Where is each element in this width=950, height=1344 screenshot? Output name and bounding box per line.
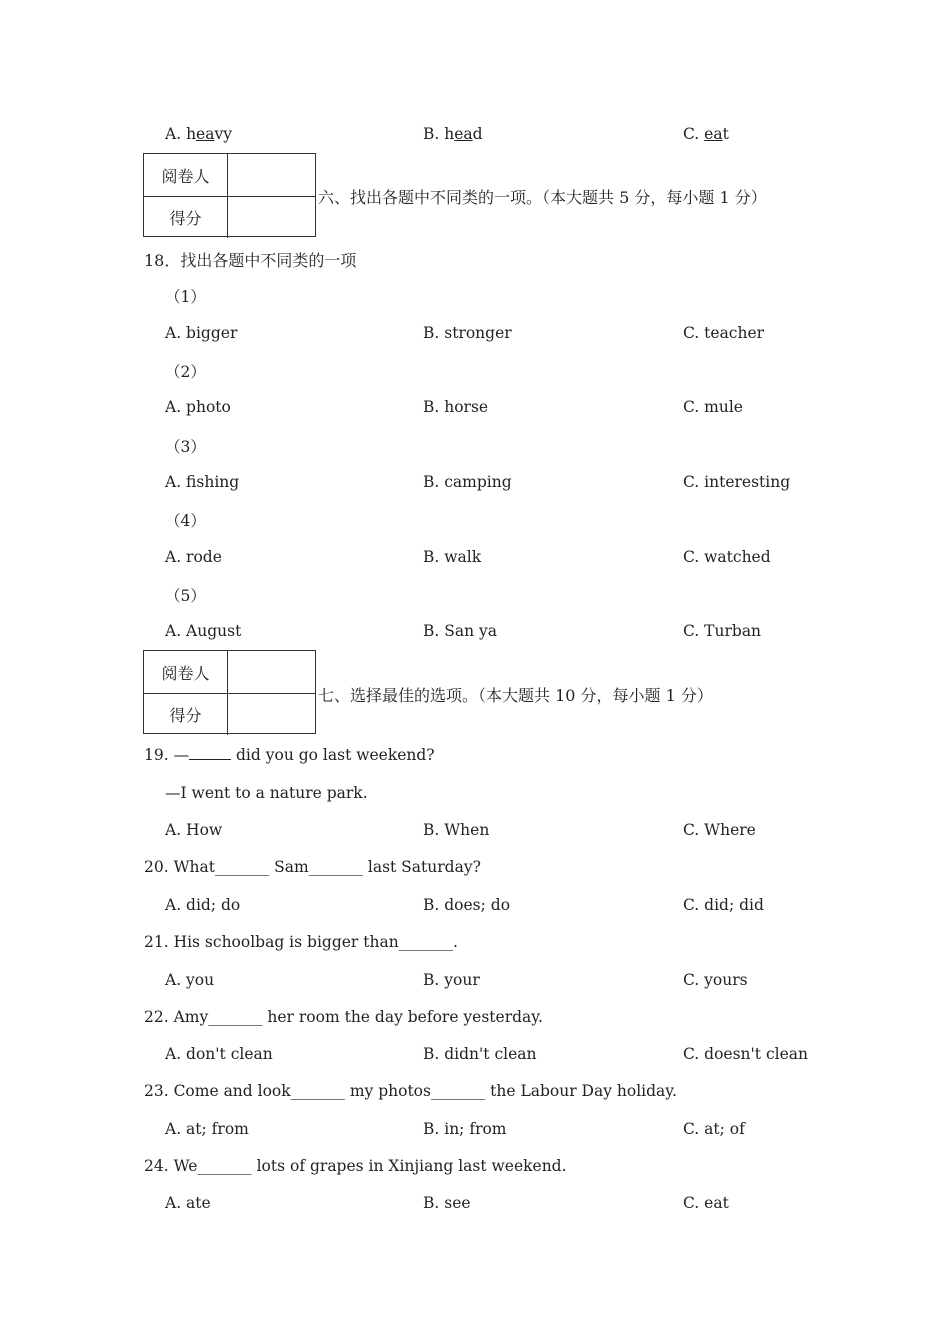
option-a[interactable]: A. How (165, 821, 223, 839)
option-c[interactable]: C. at; of (683, 1120, 745, 1138)
score-label: 得分 (144, 693, 228, 735)
underlined-letters: ea (704, 125, 723, 143)
group-number: （2） (165, 363, 206, 381)
option-a[interactable]: A. August (165, 622, 242, 640)
option-b[interactable]: B. horse (423, 398, 489, 416)
option-a[interactable]: A. bigger (165, 324, 238, 342)
reviewer-label: 阅卷人 (144, 154, 228, 196)
score-label: 得分 (144, 196, 228, 238)
option-a[interactable]: A. don't clean (165, 1045, 273, 1063)
q17-option-c[interactable]: C. eat (683, 125, 729, 143)
section-6-title: 六、找出各题中不同类的一项。（本大题共 5 分，每小题 1 分） (318, 188, 767, 207)
option-a[interactable]: A. did; do (165, 896, 241, 914)
option-c[interactable]: C. teacher (683, 324, 765, 342)
group-number: （3） (165, 438, 206, 456)
option-a[interactable]: A. photo (165, 398, 231, 416)
reviewer-label: 阅卷人 (144, 651, 228, 693)
question-21: 21. His schoolbag is bigger than_______. (144, 933, 458, 951)
option-b[interactable]: B. didn't clean (423, 1045, 537, 1063)
reviewer-field[interactable] (228, 651, 315, 693)
question-23: 23. Come and look_______ my photos_______ the Labour Day holiday. (144, 1082, 677, 1100)
question-20: 20. What_______ Sam_______ last Saturday? (144, 858, 481, 876)
option-b[interactable]: B. does; do (423, 896, 511, 914)
q17-option-b[interactable]: B. head (423, 125, 483, 143)
question-18: 18．找出各题中不同类的一项 (144, 251, 357, 270)
option-b[interactable]: B. walk (423, 548, 482, 566)
option-b[interactable]: B. San ya (423, 622, 498, 640)
option-c[interactable]: C. Turban (683, 622, 762, 640)
underlined-letters: ea (454, 125, 473, 143)
option-c[interactable]: C. mule (683, 398, 743, 416)
reviewer-field[interactable] (228, 154, 315, 196)
group-number: （4） (165, 512, 206, 530)
option-c[interactable]: C. Where (683, 821, 756, 839)
grader-box (143, 153, 316, 237)
grader-box (143, 650, 316, 734)
question-24: 24. We_______ lots of grapes in Xinjiang last weekend. (144, 1157, 567, 1175)
option-c[interactable]: C. watched (683, 548, 771, 566)
group-number: （1） (165, 288, 206, 306)
score-field[interactable] (228, 196, 315, 238)
question-19-reply: —I went to a nature park. (165, 784, 368, 802)
underlined-letters: ea (196, 125, 215, 143)
option-c[interactable]: C. doesn't clean (683, 1045, 808, 1063)
section-7-title: 七、选择最佳的选项。（本大题共 10 分，每小题 1 分） (318, 686, 713, 705)
option-a[interactable]: A. at; from (165, 1120, 249, 1138)
question-19: 19. — did you go last weekend? (144, 746, 435, 764)
group-number: （5） (165, 587, 206, 605)
option-c[interactable]: C. interesting (683, 473, 791, 491)
option-b[interactable]: B. see (423, 1194, 471, 1212)
question-22: 22. Amy_______ her room the day before yesterday. (144, 1008, 543, 1026)
option-a[interactable]: A. ate (165, 1194, 211, 1212)
option-c[interactable]: C. yours (683, 971, 748, 989)
q17-option-a[interactable]: A. heavy (165, 125, 232, 143)
option-b[interactable]: B. in; from (423, 1120, 507, 1138)
option-b[interactable]: B. your (423, 971, 480, 989)
option-a[interactable]: A. you (165, 971, 215, 989)
answer-blank[interactable] (189, 758, 231, 760)
option-b[interactable]: B. When (423, 821, 490, 839)
option-b[interactable]: B. stronger (423, 324, 512, 342)
option-b[interactable]: B. camping (423, 473, 512, 491)
option-a[interactable]: A. rode (165, 548, 222, 566)
option-c[interactable]: C. eat (683, 1194, 729, 1212)
score-field[interactable] (228, 693, 315, 735)
option-c[interactable]: C. did; did (683, 896, 764, 914)
option-a[interactable]: A. fishing (165, 473, 240, 491)
